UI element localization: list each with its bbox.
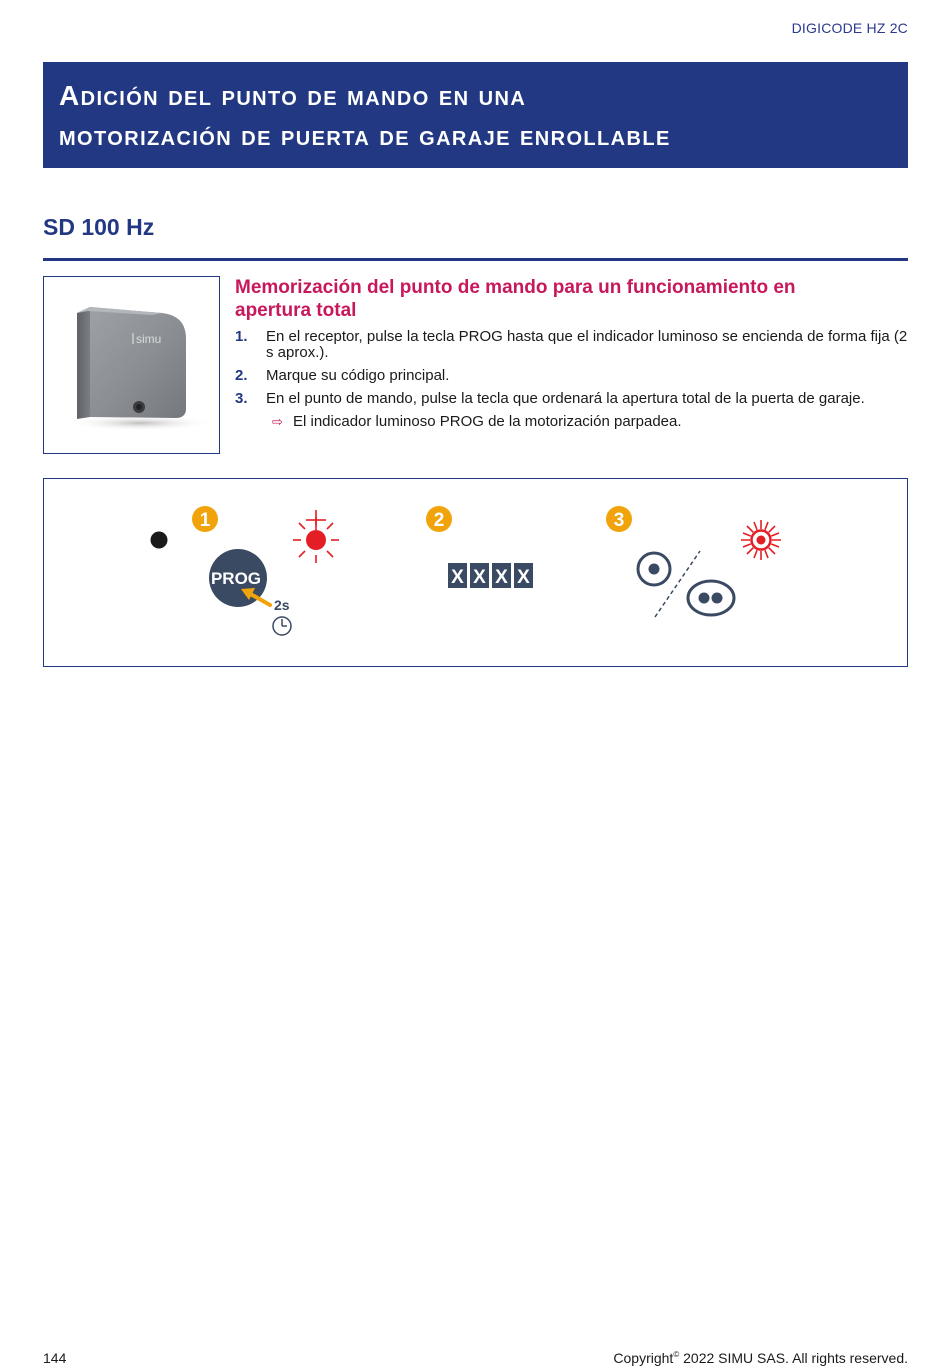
svg-text:1: 1	[199, 510, 211, 531]
step-item	[235, 391, 910, 407]
clock-icon	[273, 617, 291, 635]
single-button-icon	[638, 553, 670, 585]
procedure-heading	[235, 276, 910, 322]
procedure-diagram	[43, 478, 908, 667]
result-text: El indicador luminoso PROG de la motorización parpadea.	[293, 413, 682, 430]
step-number: 1.	[235, 328, 248, 345]
red-led-icon	[306, 530, 326, 550]
duration-label: 2s	[274, 597, 290, 613]
page-number: 144	[43, 1350, 67, 1366]
step-badge-2	[426, 506, 452, 532]
copyright-text: 2022 SIMU SAS. All rights reserved.	[679, 1350, 908, 1366]
code-key: X	[451, 567, 464, 588]
code-key: X	[473, 567, 486, 588]
receiver-product-image	[44, 277, 221, 455]
step-result	[235, 414, 910, 430]
step-badge-1	[192, 506, 218, 532]
code-keypad-icon	[448, 563, 533, 588]
title-banner	[43, 62, 908, 168]
procedure-block	[235, 276, 910, 430]
step-item	[235, 329, 910, 361]
step-badge-3	[606, 506, 632, 532]
copyright-prefix: Copyright	[613, 1350, 674, 1366]
procedure-heading-line-1: Memorización del punto de mando para un funcionamiento en	[235, 277, 796, 298]
step-list	[235, 329, 910, 407]
page-title-line-1: Adición del punto de mando en una	[59, 80, 527, 111]
svg-text:2: 2	[433, 510, 445, 531]
code-key: X	[517, 567, 530, 588]
procedure-heading-line-2: apertura total	[235, 300, 357, 321]
document-code: DIGICODE HZ 2C	[791, 20, 908, 36]
step-number: 3.	[235, 390, 248, 407]
product-image-frame	[43, 276, 220, 454]
prog-label: PROG	[210, 569, 262, 588]
step-text: En el receptor, pulse la tecla PROG hasta que el indicador luminoso se encienda de forma fija (2 s aprox.).	[266, 328, 908, 361]
svg-text:3: 3	[613, 510, 625, 531]
section-divider	[43, 258, 908, 261]
diagram-illustration	[44, 479, 909, 668]
code-key: X	[495, 567, 508, 588]
step-text: En el punto de mando, pulse la tecla que ordenará la apertura total de la puerta de garaje.	[266, 390, 865, 407]
step-text: Marque su código principal.	[266, 367, 450, 384]
led-indicator-icon	[151, 532, 168, 549]
led-flashing-icon	[741, 520, 781, 560]
arrow-right-outline-icon: ⇨	[272, 414, 283, 429]
section-title: SD 100 Hz	[43, 214, 155, 240]
step-item	[235, 368, 910, 384]
copyright-notice	[613, 1350, 908, 1366]
page-title-line-2: motorización de puerta de garaje enrollable	[59, 120, 671, 151]
double-button-icon	[688, 581, 734, 615]
brand-logo-text: simu	[136, 332, 162, 346]
copyright-mark: ©	[673, 1350, 680, 1359]
step-number: 2.	[235, 367, 248, 384]
